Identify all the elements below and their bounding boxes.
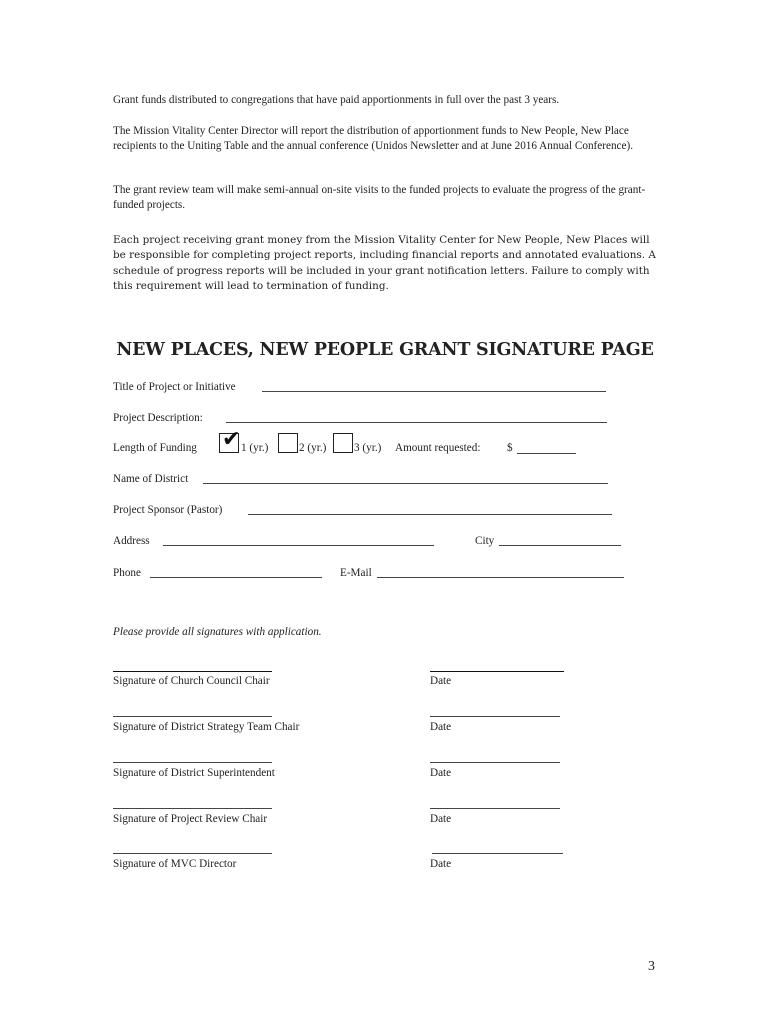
signature-label-church-council-chair: Signature of Church Council Chair bbox=[113, 675, 270, 687]
project-title-label: Title of Project or Initiative bbox=[113, 381, 236, 393]
funding-option-2yr: 2 (yr.) bbox=[299, 442, 327, 454]
checkmark-icon: ✔ bbox=[222, 427, 241, 452]
email-field[interactable] bbox=[377, 577, 624, 578]
signature-line-project-review-chair[interactable] bbox=[113, 808, 272, 809]
length-of-funding-label: Length of Funding bbox=[113, 442, 197, 454]
phone-label: Phone bbox=[113, 567, 141, 579]
date-line-project-review-chair[interactable] bbox=[430, 808, 560, 809]
paragraph-reporting: The Mission Vitality Center Director will report the distribution of apportionment funds to New People, New Place recipients to the Uniting Table and the annual conference (Unidos Newsletter and at June 2016 Annual Conference). bbox=[113, 125, 633, 153]
signature-line-church-council-chair[interactable] bbox=[113, 671, 272, 672]
signature-label-district-superintendent: Signature of District Superintendent bbox=[113, 767, 275, 779]
funding-3yr-checkbox[interactable] bbox=[333, 433, 353, 453]
date-label-district-strategy-team-chair: Date bbox=[430, 721, 452, 733]
date-line-district-superintendent[interactable] bbox=[430, 762, 560, 763]
page-title: NEW PLACES, NEW PEOPLE GRANT SIGNATURE PAGE bbox=[116, 340, 654, 360]
date-line-church-council-chair[interactable] bbox=[430, 671, 564, 672]
district-label: Name of District bbox=[113, 473, 189, 485]
signature-label-mvc-director: Signature of MVC Director bbox=[113, 858, 237, 870]
funding-option-3yr: 3 (yr.) bbox=[354, 442, 382, 454]
paragraph-site-visits: The grant review team will make semi-annual on-site visits to the funded projects to evaluate the progress of the grant-funded projects. bbox=[113, 184, 646, 212]
district-field[interactable] bbox=[203, 483, 608, 484]
paragraph-progress-reports: Each project receiving grant money from the Mission Vitality Center for New People, New Places will be responsible for completing project reports, including financial reports and annotated evaluations. A schedule of progress reports will be included in your grant notification letters. Failure to comply with this requirement will lead to termination of funding. bbox=[113, 234, 656, 292]
signature-line-district-superintendent[interactable] bbox=[113, 762, 272, 763]
address-field[interactable] bbox=[163, 545, 434, 546]
date-line-district-strategy-team-chair[interactable] bbox=[430, 716, 560, 717]
date-label-district-superintendent: Date bbox=[430, 767, 452, 779]
project-sponsor-label: Project Sponsor (Pastor) bbox=[113, 504, 223, 516]
funding-1yr-checkbox[interactable] bbox=[219, 427, 241, 453]
funding-2yr-checkbox[interactable] bbox=[278, 433, 298, 453]
signature-note: Please provide all signatures with application. bbox=[113, 626, 322, 638]
date-label-project-review-chair: Date bbox=[430, 813, 452, 825]
page-number: 3 bbox=[648, 959, 655, 974]
amount-requested-label: Amount requested: bbox=[395, 442, 481, 454]
currency-symbol: $ bbox=[507, 442, 513, 454]
project-sponsor-field[interactable] bbox=[248, 514, 612, 515]
project-title-field[interactable] bbox=[262, 391, 606, 392]
signature-line-mvc-director[interactable] bbox=[113, 853, 272, 854]
project-description-label: Project Description: bbox=[113, 412, 203, 424]
amount-requested-field[interactable] bbox=[517, 453, 576, 454]
date-label-mvc-director: Date bbox=[430, 858, 452, 870]
paragraph-eligibility: Grant funds distributed to congregations that have paid apportionments in full over the past 3 years. bbox=[113, 94, 560, 106]
funding-option-1yr: 1 (yr.) bbox=[241, 442, 269, 454]
city-field[interactable] bbox=[499, 545, 621, 546]
date-line-mvc-director[interactable] bbox=[432, 853, 563, 854]
address-label: Address bbox=[113, 535, 150, 547]
city-label: City bbox=[475, 535, 495, 547]
signature-label-project-review-chair: Signature of Project Review Chair bbox=[113, 813, 268, 825]
date-label-church-council-chair: Date bbox=[430, 675, 452, 687]
phone-field[interactable] bbox=[150, 577, 322, 578]
signature-label-district-strategy-team-chair: Signature of District Strategy Team Chair bbox=[113, 721, 300, 733]
project-description-field[interactable] bbox=[226, 422, 607, 423]
email-label: E-Mail bbox=[340, 567, 372, 579]
signature-line-district-strategy-team-chair[interactable] bbox=[113, 716, 272, 717]
